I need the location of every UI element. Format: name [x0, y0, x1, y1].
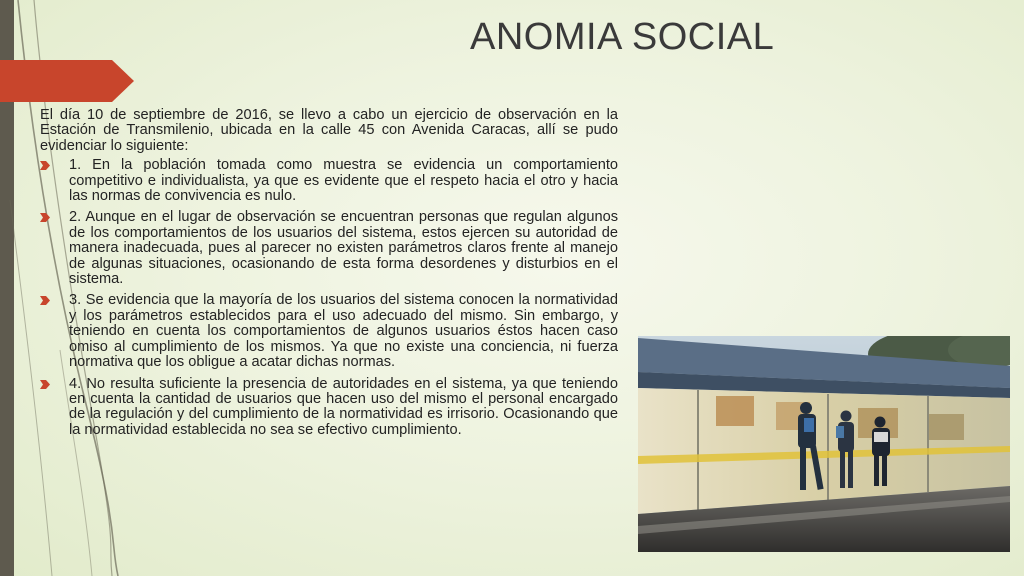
bullet-item: [40, 158, 618, 204]
bullet-text: 2. Aunque en el lugar de observación se encuentran personas que regulan algunos de los comportamientos de los usuarios del sistema, estos ejercen su autoridad de manera inadecuada, pues al parecer no existen parámetros claros frente al manejo de algunas situaciones, ocasionando de esta forma desordenes y disturbios en el sistema.: [69, 209, 618, 288]
bullet-text: 4. No resulta suficiente la presencia de autoridades en el sistema, ya que teniendo en cuenta la cantidad de usuarios que hacen uso del mismo el personal encargado de la regulación y del cumplimiento de la normatividad es irrisorio. Ocasionando que la normatividad establecida no sea se efectivo cumplimiento.: [69, 375, 618, 438]
station-photo: [638, 336, 1010, 552]
station-photo-illustration: [638, 336, 1010, 552]
arrow-right-icon: [40, 213, 50, 222]
bullet-list: [40, 158, 618, 438]
arrow-right-icon: [40, 380, 50, 389]
bullet-text: 3. Se evidencia que la mayoría de los usuarios del sistema conocen la normatividad y los parámetros establecidos para el uso adecuado del mismo. Sin embargo, y teniendo en cuenta los comportamientos de algunos usuarios éstos hacen caso omiso al cumplimiento de los mismos. Ya que no existe una conciencia, ni fuerza normativa que los obligue a acatar dichas normas.: [69, 292, 618, 371]
bullet-item: [40, 210, 618, 287]
bullet-item: [40, 293, 618, 370]
slide-title: ANOMIA SOCIAL: [470, 16, 775, 58]
arrow-right-icon: [40, 296, 50, 305]
intro-paragraph: El día 10 de septiembre de 2016, se llevo a cabo un ejercicio de observación en la Estación de Transmilenio, ubicada en la calle 45 con Avenida Caracas, allí se pudo evidenciar lo siguiente:: [40, 107, 618, 154]
arrow-right-icon: [40, 161, 50, 170]
slide-content: [40, 108, 618, 444]
bullet-text: 1. En la población tomada como muestra se evidencia un comportamiento competitivo e individualista, ya que es evidente que el respeto hacia el otro y hacia las normas de convivencia es nulo.: [69, 157, 618, 205]
bullet-item: [40, 377, 618, 439]
accent-tab: [0, 60, 134, 102]
